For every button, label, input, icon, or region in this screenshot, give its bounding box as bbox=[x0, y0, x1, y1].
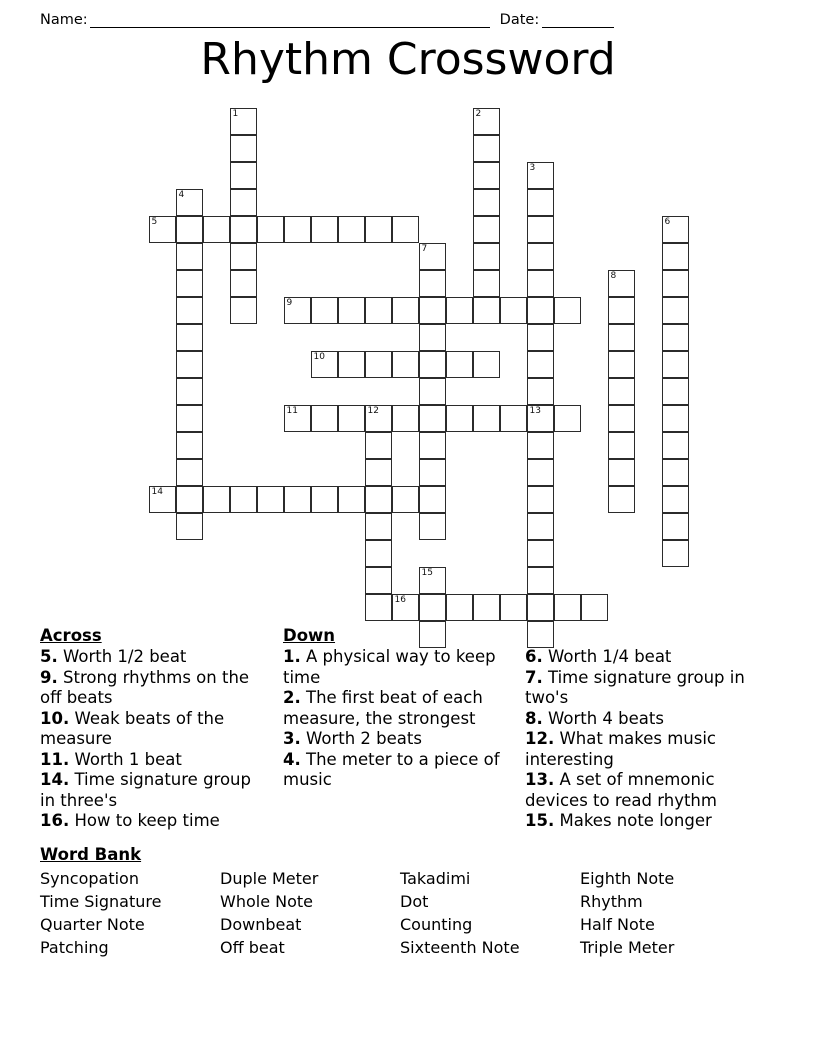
clue-number: 13. bbox=[525, 770, 555, 789]
clue-text: Weak beats of the measure bbox=[40, 708, 225, 748]
crossword-cell[interactable] bbox=[338, 405, 365, 432]
clue-text: Time signature group in three's bbox=[40, 770, 251, 810]
clue-number: 2. bbox=[283, 688, 301, 707]
cell-number: 6 bbox=[664, 217, 671, 227]
word-bank-section bbox=[40, 845, 780, 959]
clue-text: Worth 1 beat bbox=[69, 749, 182, 769]
crossword-cell[interactable] bbox=[365, 405, 392, 432]
crossword-cell[interactable] bbox=[527, 162, 554, 189]
clue-number: 7. bbox=[525, 667, 543, 687]
crossword-cell[interactable] bbox=[527, 189, 554, 216]
clues-column-down bbox=[283, 626, 525, 791]
crossword-cell[interactable] bbox=[284, 405, 311, 432]
date-label: Date: bbox=[499, 12, 540, 28]
cell-number: 4 bbox=[178, 190, 185, 200]
crossword-cell[interactable] bbox=[230, 270, 257, 297]
word-bank-item[interactable]: Downbeat bbox=[220, 915, 302, 934]
cell-number: 1 bbox=[232, 109, 239, 119]
crossword-cell[interactable] bbox=[311, 351, 338, 378]
crossword-cell[interactable] bbox=[473, 216, 500, 243]
crossword-cell[interactable] bbox=[608, 351, 635, 378]
cell-number: 10 bbox=[313, 352, 325, 362]
clue-text: Time signature group in two's bbox=[525, 667, 745, 707]
crossword-cell[interactable] bbox=[365, 432, 392, 459]
crossword-cell[interactable] bbox=[311, 486, 338, 513]
crossword-cell[interactable] bbox=[176, 378, 203, 405]
clue-text: Worth 1/2 beat bbox=[57, 647, 187, 666]
crossword-cell[interactable] bbox=[419, 594, 446, 621]
crossword-cell[interactable] bbox=[419, 405, 446, 432]
clue-item bbox=[525, 729, 768, 770]
crossword-cell[interactable] bbox=[311, 216, 338, 243]
word-bank-column bbox=[580, 867, 760, 959]
crossword-cell[interactable] bbox=[392, 351, 419, 378]
cell-number: 9 bbox=[286, 298, 293, 308]
crossword-cell[interactable] bbox=[365, 351, 392, 378]
crossword-cell[interactable] bbox=[176, 432, 203, 459]
crossword-cell[interactable] bbox=[527, 378, 554, 405]
crossword-cell[interactable] bbox=[392, 594, 419, 621]
word-bank-grid bbox=[40, 867, 780, 959]
name-label: Name: bbox=[40, 12, 88, 28]
crossword-cell[interactable] bbox=[473, 297, 500, 324]
crossword-cell[interactable] bbox=[662, 540, 689, 567]
crossword-cell[interactable] bbox=[527, 459, 554, 486]
crossword-cell[interactable] bbox=[473, 405, 500, 432]
crossword-cell[interactable] bbox=[365, 459, 392, 486]
clue-item bbox=[525, 647, 768, 668]
crossword-cell[interactable] bbox=[230, 297, 257, 324]
crossword-cell[interactable] bbox=[446, 351, 473, 378]
crossword-cell[interactable] bbox=[311, 297, 338, 324]
clue-item bbox=[283, 729, 513, 750]
clue-text: The first beat of each measure, the strongest bbox=[283, 688, 483, 728]
clue-item bbox=[40, 709, 271, 750]
crossword-cell[interactable] bbox=[608, 486, 635, 513]
crossword-cell[interactable] bbox=[662, 216, 689, 243]
crossword-cell[interactable] bbox=[527, 432, 554, 459]
crossword-cell[interactable] bbox=[230, 486, 257, 513]
cell-number: 8 bbox=[610, 271, 617, 281]
crossword-cell[interactable] bbox=[230, 108, 257, 135]
crossword-cell[interactable] bbox=[203, 486, 230, 513]
crossword-cell[interactable] bbox=[554, 594, 581, 621]
crossword-cell[interactable] bbox=[419, 351, 446, 378]
word-bank-item[interactable]: Time Signature bbox=[40, 892, 162, 911]
clue-item bbox=[525, 811, 768, 832]
crossword-cell[interactable] bbox=[392, 486, 419, 513]
crossword-cell[interactable] bbox=[392, 216, 419, 243]
crossword-cell[interactable] bbox=[662, 270, 689, 297]
clue-item bbox=[40, 668, 271, 709]
cell-number: 16 bbox=[394, 595, 406, 605]
clue-text: A physical way to keep time bbox=[283, 647, 496, 687]
clue-number: 8. bbox=[525, 708, 543, 728]
clue-number: 9. bbox=[40, 667, 58, 687]
crossword-cell[interactable] bbox=[662, 378, 689, 405]
crossword-cell[interactable] bbox=[527, 270, 554, 297]
crossword-cell[interactable] bbox=[419, 324, 446, 351]
crossword-cell[interactable] bbox=[473, 270, 500, 297]
word-bank-column bbox=[400, 867, 580, 959]
clue-item bbox=[525, 668, 768, 709]
clue-text: Strong rhythms on the off beats bbox=[40, 667, 250, 707]
clue-text: Worth 1/4 beat bbox=[542, 647, 672, 666]
crossword-cell[interactable] bbox=[527, 486, 554, 513]
crossword-cell[interactable] bbox=[608, 270, 635, 297]
cell-number: 2 bbox=[475, 109, 482, 119]
crossword-cell[interactable] bbox=[662, 432, 689, 459]
crossword-cell[interactable] bbox=[176, 189, 203, 216]
crossword-cell[interactable] bbox=[527, 567, 554, 594]
crossword-cell[interactable] bbox=[419, 378, 446, 405]
crossword-cell[interactable] bbox=[257, 486, 284, 513]
down-heading: Down bbox=[283, 626, 336, 645]
crossword-cell[interactable] bbox=[176, 324, 203, 351]
crossword-cell[interactable] bbox=[284, 297, 311, 324]
crossword-cell[interactable] bbox=[149, 216, 176, 243]
crossword-cell[interactable] bbox=[365, 513, 392, 540]
crossword-cell[interactable] bbox=[149, 486, 176, 513]
word-bank-item[interactable]: Quarter Note bbox=[40, 915, 145, 934]
crossword-cell[interactable] bbox=[365, 540, 392, 567]
clue-item bbox=[525, 770, 768, 811]
crossword-cell[interactable] bbox=[365, 567, 392, 594]
clue-number: 14. bbox=[40, 770, 70, 789]
crossword-cell[interactable] bbox=[176, 405, 203, 432]
clue-item bbox=[40, 647, 271, 668]
crossword-cell[interactable] bbox=[527, 324, 554, 351]
crossword-cell[interactable] bbox=[176, 243, 203, 270]
cell-number: 14 bbox=[151, 487, 163, 497]
clue-item bbox=[40, 811, 271, 832]
word-bank-heading: Word Bank bbox=[40, 845, 142, 864]
crossword-cell[interactable] bbox=[500, 405, 527, 432]
crossword-cell[interactable] bbox=[419, 513, 446, 540]
word-bank-item[interactable]: Sixteenth Note bbox=[400, 938, 520, 957]
clue-number: 6. bbox=[525, 647, 543, 666]
clue-item bbox=[525, 709, 768, 730]
crossword-cell[interactable] bbox=[554, 297, 581, 324]
clue-number: 12. bbox=[525, 729, 555, 748]
crossword-cell[interactable] bbox=[473, 108, 500, 135]
across-clue-list bbox=[40, 647, 271, 832]
crossword-cell[interactable] bbox=[176, 351, 203, 378]
crossword-cell[interactable] bbox=[527, 351, 554, 378]
clue-number: 10. bbox=[40, 708, 70, 728]
clue-text: Makes note longer bbox=[554, 811, 712, 830]
crossword-cell[interactable] bbox=[338, 216, 365, 243]
crossword-cell[interactable] bbox=[608, 378, 635, 405]
crossword-cell[interactable] bbox=[527, 540, 554, 567]
crossword-cell[interactable] bbox=[176, 459, 203, 486]
clue-text: Worth 2 beats bbox=[300, 729, 422, 748]
crossword-cell[interactable] bbox=[473, 351, 500, 378]
crossword-cell[interactable] bbox=[230, 216, 257, 243]
clue-number: 11. bbox=[40, 749, 70, 769]
page-title: Rhythm Crossword bbox=[200, 34, 616, 85]
crossword-cell[interactable] bbox=[662, 297, 689, 324]
crossword-cell[interactable] bbox=[284, 486, 311, 513]
across-heading: Across bbox=[40, 626, 102, 645]
crossword-cell[interactable] bbox=[608, 405, 635, 432]
crossword-cell[interactable] bbox=[338, 351, 365, 378]
clue-number: 15. bbox=[525, 811, 555, 830]
clues-column-overflow bbox=[525, 626, 780, 832]
clue-item bbox=[40, 770, 271, 811]
word-bank-item[interactable]: Dot bbox=[400, 892, 429, 911]
crossword-cell[interactable] bbox=[446, 297, 473, 324]
cell-number: 12 bbox=[367, 406, 379, 416]
cell-number: 5 bbox=[151, 217, 158, 227]
crossword-cell[interactable] bbox=[608, 324, 635, 351]
crossword-cell[interactable] bbox=[176, 216, 203, 243]
clue-item bbox=[40, 750, 271, 771]
crossword-cell[interactable] bbox=[608, 297, 635, 324]
crossword-cell[interactable] bbox=[392, 405, 419, 432]
crossword-cell[interactable] bbox=[176, 486, 203, 513]
clue-number: 1. bbox=[283, 647, 301, 666]
crossword-cell[interactable] bbox=[284, 216, 311, 243]
crossword-cell[interactable] bbox=[338, 486, 365, 513]
crossword-cell[interactable] bbox=[527, 513, 554, 540]
crossword-cell[interactable] bbox=[419, 486, 446, 513]
crossword-cell[interactable] bbox=[662, 243, 689, 270]
crossword-cell[interactable] bbox=[446, 594, 473, 621]
word-bank-item[interactable]: Duple Meter bbox=[220, 869, 319, 888]
word-bank-item[interactable]: Counting bbox=[400, 915, 473, 934]
crossword-cell[interactable] bbox=[662, 513, 689, 540]
crossword-cell[interactable] bbox=[257, 216, 284, 243]
crossword-cell[interactable] bbox=[230, 189, 257, 216]
crossword-cell[interactable] bbox=[473, 162, 500, 189]
word-bank-item[interactable]: Syncopation bbox=[40, 869, 139, 888]
crossword-cell[interactable] bbox=[473, 189, 500, 216]
down-clue-list bbox=[283, 647, 513, 791]
crossword-cell[interactable] bbox=[230, 243, 257, 270]
crossword-cell[interactable] bbox=[176, 513, 203, 540]
word-bank-column bbox=[40, 867, 220, 959]
crossword-cell[interactable] bbox=[365, 594, 392, 621]
crossword-cell[interactable] bbox=[608, 459, 635, 486]
word-bank-item[interactable]: Rhythm bbox=[580, 892, 643, 911]
crossword-cell[interactable] bbox=[662, 459, 689, 486]
crossword-cell[interactable] bbox=[662, 351, 689, 378]
clue-number: 3. bbox=[283, 729, 301, 748]
crossword-cell[interactable] bbox=[608, 432, 635, 459]
crossword-cell[interactable] bbox=[311, 405, 338, 432]
crossword-cell[interactable] bbox=[473, 243, 500, 270]
crossword-cell[interactable] bbox=[527, 297, 554, 324]
cell-number: 11 bbox=[286, 406, 298, 416]
word-bank-item[interactable]: Off beat bbox=[220, 938, 285, 957]
crossword-cell[interactable] bbox=[230, 162, 257, 189]
word-bank-column bbox=[220, 867, 400, 959]
clue-text: Worth 4 beats bbox=[542, 708, 664, 728]
crossword-cell[interactable] bbox=[419, 243, 446, 270]
word-bank-item[interactable]: Triple Meter bbox=[580, 938, 675, 957]
crossword-cell[interactable] bbox=[581, 594, 608, 621]
crossword-cell[interactable] bbox=[419, 270, 446, 297]
crossword-cell[interactable] bbox=[419, 567, 446, 594]
cell-number: 7 bbox=[421, 244, 428, 254]
clue-number: 5. bbox=[40, 647, 58, 666]
crossword-cell[interactable] bbox=[527, 243, 554, 270]
clue-text: How to keep time bbox=[69, 811, 220, 830]
crossword-cell[interactable] bbox=[176, 270, 203, 297]
clues-column-across bbox=[40, 626, 283, 832]
crossword-cell[interactable] bbox=[500, 594, 527, 621]
word-bank-item[interactable]: Patching bbox=[40, 938, 109, 957]
crossword-cell[interactable] bbox=[473, 135, 500, 162]
clue-number: 16. bbox=[40, 811, 70, 830]
crossword-cell[interactable] bbox=[662, 486, 689, 513]
crossword-cell[interactable] bbox=[392, 297, 419, 324]
clue-number: 4. bbox=[283, 749, 301, 769]
crossword-cell[interactable] bbox=[176, 297, 203, 324]
crossword-cell[interactable] bbox=[230, 135, 257, 162]
crossword-cell[interactable] bbox=[338, 297, 365, 324]
crossword-cell[interactable] bbox=[446, 405, 473, 432]
clue-text: The meter to a piece of music bbox=[283, 749, 500, 789]
crossword-cell[interactable] bbox=[365, 216, 392, 243]
crossword-cell[interactable] bbox=[500, 297, 527, 324]
clue-item bbox=[283, 688, 513, 729]
word-bank-item[interactable]: Half Note bbox=[580, 915, 655, 934]
crossword-cell[interactable] bbox=[527, 216, 554, 243]
word-bank-item[interactable]: Whole Note bbox=[220, 892, 313, 911]
crossword-cell[interactable] bbox=[554, 405, 581, 432]
crossword-cell[interactable] bbox=[419, 459, 446, 486]
clue-item bbox=[283, 647, 513, 688]
crossword-cell[interactable] bbox=[473, 594, 500, 621]
word-bank-item[interactable]: Takadimi bbox=[400, 869, 471, 888]
cell-number: 15 bbox=[421, 568, 433, 578]
cell-number: 13 bbox=[529, 406, 541, 416]
crossword-cell[interactable] bbox=[662, 324, 689, 351]
crossword-cell[interactable] bbox=[527, 405, 554, 432]
cell-number: 3 bbox=[529, 163, 536, 173]
clue-text: A set of mnemonic devices to read rhythm bbox=[525, 770, 717, 810]
crossword-cell[interactable] bbox=[419, 432, 446, 459]
overflow-clue-list bbox=[525, 647, 768, 832]
word-bank-item[interactable]: Eighth Note bbox=[580, 869, 675, 888]
crossword-cell[interactable] bbox=[419, 297, 446, 324]
crossword-cell[interactable] bbox=[365, 486, 392, 513]
clues-section bbox=[40, 626, 780, 832]
crossword-cell[interactable] bbox=[365, 297, 392, 324]
crossword-cell[interactable] bbox=[527, 594, 554, 621]
clue-text: What makes music interesting bbox=[525, 729, 717, 769]
crossword-cell[interactable] bbox=[203, 216, 230, 243]
crossword-cell[interactable] bbox=[662, 405, 689, 432]
clue-item bbox=[283, 750, 513, 791]
